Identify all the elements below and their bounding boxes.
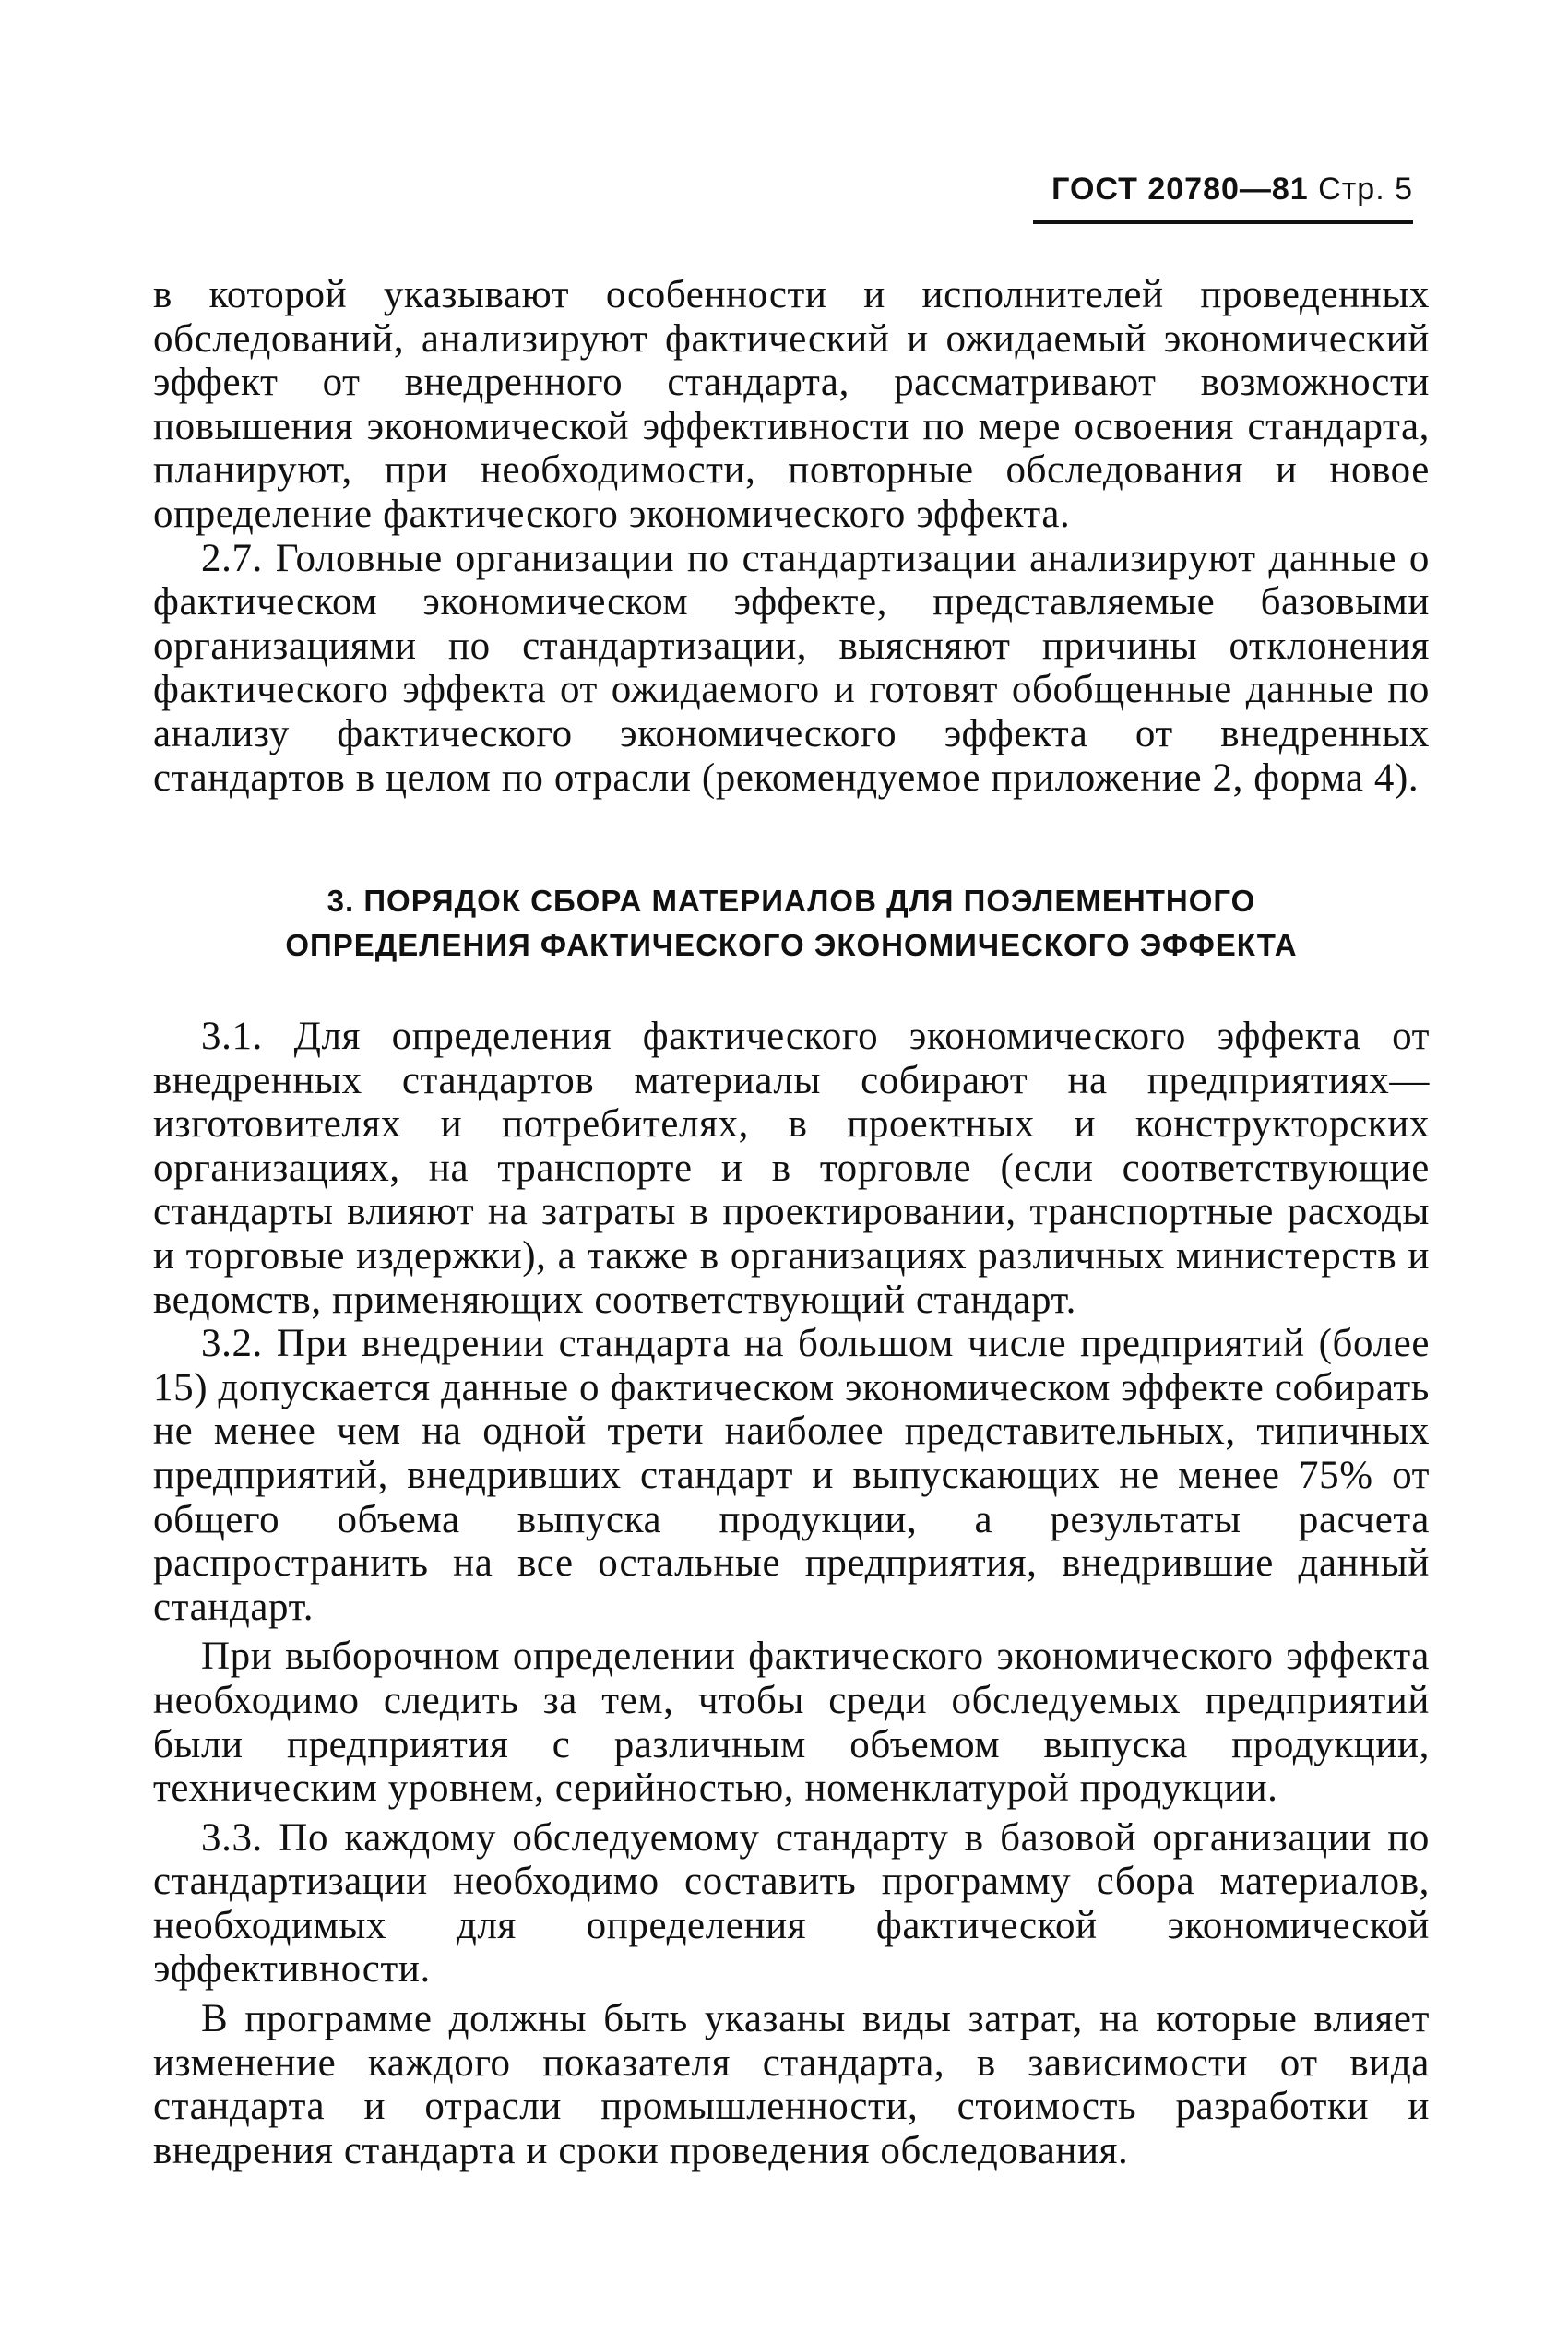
page-header — [1033, 172, 1413, 224]
section-heading-line-1: 3. ПОРЯДОК СБОРА МАТЕРИАЛОВ ДЛЯ ПОЭЛЕМЕНТНОГО — [327, 884, 1256, 918]
paragraph: В программе должны быть указаны виды затрат, на которые влияет изменение каждого показателя стандарта, в зависимости от вида стандарта и отрасли промышленности, стоимость разработки и внедрения стандарта и сроки проведения обследования. — [153, 1997, 1430, 2172]
standard-number: ГОСТ 20780—81 — [1051, 172, 1309, 207]
paragraph: в которой указывают особенности и исполнителей проведенных обследований, анализируют фактический и ожидаемый экономический эффект от внедренного стандарта, рассматривают возможности повышения экономической эффективности по мере освоения стандарта, планируют, при необходимости, повторные обследования и новое определение фактического экономического эффекта. — [153, 273, 1430, 536]
paragraph-3-1: 3.1. Для определения фактического экономического эффекта от внедренных стандартов материалы собирают на предприятиях—изготовителях и потребителях, в проектных и конструкторских организациях, на транспорте и в торговле (если соответствующие стандарты влияют на затраты в проектировании, транспортные расходы и торговые издержки), а также в организациях различных министерств и ведомств, применяющих соответствующий стандарт. — [153, 1015, 1430, 1322]
text-block-bottom — [153, 1015, 1430, 2172]
paragraph: При выборочном определении фактического экономического эффекта необходимо следить за тем, чтобы среди обследуемых предприятий были предприятия с различным объемом выпуска продукции, техническим уровнем, серийностью, номенклатурой продукции. — [153, 1635, 1430, 1811]
paragraph-3-2: 3.2. При внедрении стандарта на большом числе предприятий (более 15) допускается данные о фактическом экономическом эффекте собирать не менее чем на одной трети наиболее представительных, типичных предприятий, внедривших стандарт и выпускающих не менее 75% от общего объема выпуска продукции, а результаты расчета распространить на все остальные предприятия, внедрившие данный стандарт. — [153, 1322, 1430, 1629]
page-number: Стр. 5 — [1318, 172, 1413, 207]
paragraph-3-3: 3.3. По каждому обследуемому стандарту в базовой организации по стандартизации необходимо составить программу сбора материалов, необходимых для определения фактической экономической эффективности. — [153, 1815, 1430, 1992]
text-block-top — [153, 273, 1430, 800]
section-heading — [153, 879, 1430, 968]
paragraph-2-7: 2.7. Головные организации по стандартизации анализируют данные о фактическом экономическом эффекте, представляемые базовыми организациями по стандартизации, выясняют причины отклонения фактического эффекта от ожидаемого и готовят обобщенные данные по анализу фактического экономического эффекта от внедренных стандартов в целом по отрасли (рекомендуемое приложение 2, форма 4). — [153, 536, 1430, 800]
section-heading-line-2: ОПРЕДЕЛЕНИЯ ФАКТИЧЕСКОГО ЭКОНОМИЧЕСКОГО ЭФФЕКТА — [285, 928, 1298, 962]
